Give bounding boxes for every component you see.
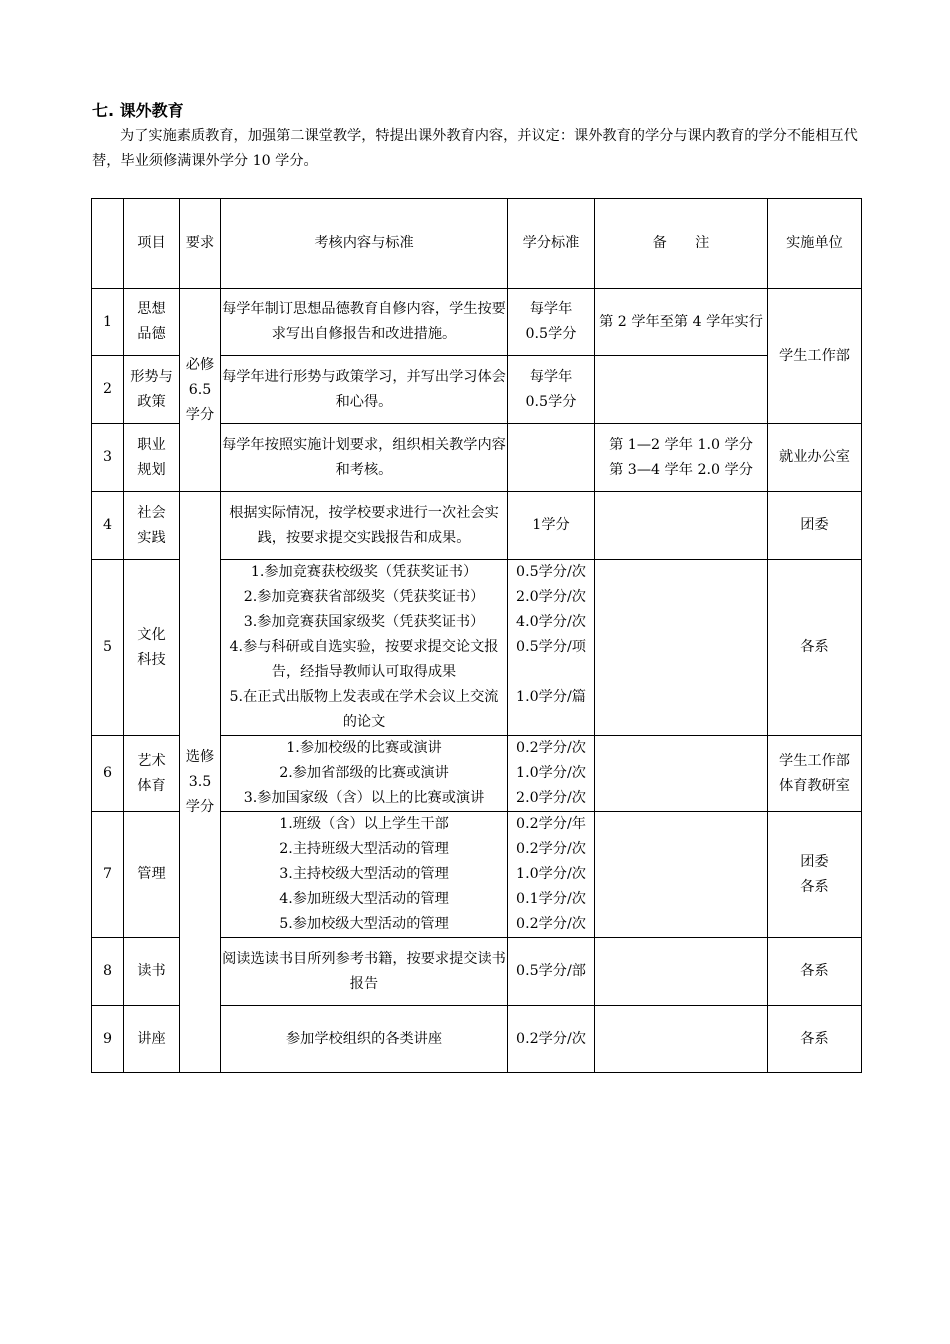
- row-number: 3: [92, 424, 124, 492]
- row-number: 2: [92, 356, 124, 424]
- row-content: 根据实际情况，按学校要求进行一次社会实践，按要求提交实践报告和成果。: [221, 492, 508, 560]
- row-unit: 团委: [768, 492, 862, 560]
- row-item: 思想 品德: [124, 289, 180, 356]
- section-intro: 为了实施素质教育，加强第二课堂教学，特提出课外教育内容，并议定：课外教育的学分与课内教育的学分不能相互代替，毕业须修满课外学分 10 学分。: [92, 128, 858, 169]
- row-item: 社会 实践: [124, 492, 180, 560]
- row-content: 每学年按照实施计划要求，组织相关教学内容和考核。: [221, 424, 508, 492]
- row-remark: [595, 812, 768, 938]
- row-unit: 团委 各系: [768, 812, 862, 938]
- row-number: 8: [92, 938, 124, 1006]
- row-content: 1.参加校级的比赛或演讲 2.参加省部级的比赛或演讲 3.参加国家级（含）以上的比赛或演讲: [221, 736, 508, 812]
- row-remark: [595, 1006, 768, 1073]
- row-content: 参加学校组织的各类讲座: [221, 1006, 508, 1073]
- row-unit: 就业办公室: [768, 424, 862, 492]
- row-item: 管理: [124, 812, 180, 938]
- row-remark: [595, 938, 768, 1006]
- row-item: 读书: [124, 938, 180, 1006]
- header-requirement: 要求: [180, 199, 221, 289]
- header-unit: 实施单位: [768, 199, 862, 289]
- header-content: 考核内容与标准: [221, 199, 508, 289]
- row-item: 艺术 体育: [124, 736, 180, 812]
- table-row: [92, 289, 862, 356]
- row-remark: 第 2 学年至第 4 学年实行: [595, 289, 768, 356]
- row-content: 1.班级（含）以上学生干部 2.主持班级大型活动的管理 3.主持校级大型活动的管理 4.参加班级大型活动的管理 5.参加校级大型活动的管理: [221, 812, 508, 938]
- extracurricular-table: [91, 198, 862, 1073]
- row-content: 每学年制订思想品德教育自修内容，学生按要求写出自修报告和改进措施。: [221, 289, 508, 356]
- row-content: 阅读选读书目所列参考书籍，按要求提交读书报告: [221, 938, 508, 1006]
- row-number: 5: [92, 560, 124, 736]
- row-credit: 每学年 0.5学分: [508, 289, 595, 356]
- row-credit: [508, 424, 595, 492]
- row-credit: 每学年 0.5学分: [508, 356, 595, 424]
- row-number: 1: [92, 289, 124, 356]
- row-item: 讲座: [124, 1006, 180, 1073]
- row-unit: 各系: [768, 1006, 862, 1073]
- section-heading: 七. 课外教育: [92, 101, 184, 120]
- row-unit: 各系: [768, 938, 862, 1006]
- row-number: 7: [92, 812, 124, 938]
- row-content: 1.参加竞赛获校级奖（凭获奖证书） 2.参加竞赛获省部级奖（凭获奖证书） 3.参加竞赛获国家级奖（凭获奖证书） 4.参与科研或自选实验，按要求提交论文报 告，经指导教师认可取得成果 5.在正式出版物上发表或在学术会议上交流 的论文: [221, 560, 508, 736]
- row-number: 9: [92, 1006, 124, 1073]
- row-remark: [595, 560, 768, 736]
- header-credit: 学分标准: [508, 199, 595, 289]
- row-credit: 0.5学分/次 2.0学分/次 4.0学分/次 0.5学分/项 1.0学分/篇: [508, 560, 595, 736]
- table-header-row: [92, 199, 862, 289]
- row-remark: [595, 356, 768, 424]
- row-number: 4: [92, 492, 124, 560]
- row-credit: 0.2学分/年 0.2学分/次 1.0学分/次 0.1学分/次 0.2学分/次: [508, 812, 595, 938]
- row-credit: 0.2学分/次: [508, 1006, 595, 1073]
- row-unit: 学生工作部: [768, 289, 862, 424]
- row-unit: 学生工作部 体育教研室: [768, 736, 862, 812]
- row-credit: 1学分: [508, 492, 595, 560]
- row-unit: 各系: [768, 560, 862, 736]
- requirement-elective: 选修 3.5 学分: [180, 492, 221, 1073]
- header-no: [92, 199, 124, 289]
- row-remark: 第 1—2 学年 1.0 学分 第 3—4 学年 2.0 学分: [595, 424, 768, 492]
- row-content: 每学年进行形势与政策学习，并写出学习体会和心得。: [221, 356, 508, 424]
- row-credit: 0.2学分/次 1.0学分/次 2.0学分/次: [508, 736, 595, 812]
- header-item: 项目: [124, 199, 180, 289]
- header-remark: 备 注: [595, 199, 768, 289]
- row-item: 职业 规划: [124, 424, 180, 492]
- requirement-required: 必修 6.5 学分: [180, 289, 221, 492]
- row-item: 形势与 政策: [124, 356, 180, 424]
- row-number: 6: [92, 736, 124, 812]
- table-row: [92, 492, 862, 560]
- row-credit: 0.5学分/部: [508, 938, 595, 1006]
- row-remark: [595, 492, 768, 560]
- row-item: 文化 科技: [124, 560, 180, 736]
- row-remark: [595, 736, 768, 812]
